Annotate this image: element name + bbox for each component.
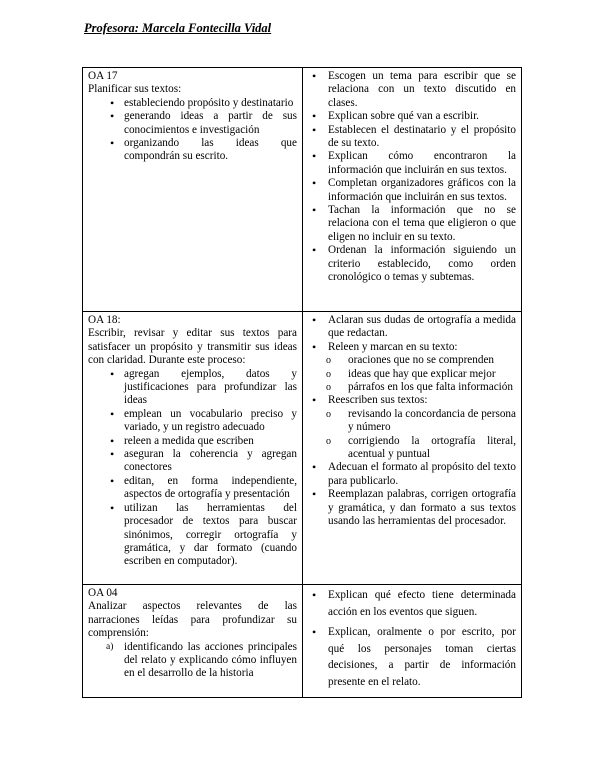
sub-list-item: o párrafos en los que falta información	[308, 381, 516, 394]
list-item: • utilizan las herramientas del procesador de textos para buscar sinónimos, corregir ortografía y gramática, y dar formato (cuando escriben en computador).	[88, 502, 297, 569]
list-item: • Aclaran sus dudas de ortografía a medida que redactan.	[308, 314, 516, 341]
list-item: • Explican, oralmente o por escrito, por qué los personajes toman ciertas decisiones, a partir de información presente en el relato.	[308, 624, 516, 690]
table-row	[83, 312, 522, 585]
teacher-header: Profesora: Marcela Fontecilla Vidal	[84, 21, 272, 35]
list-item: • emplean un vocabulario preciso y variado, y un registro adecuado	[88, 408, 297, 435]
list-item: • Ordenan la información siguiendo un criterio establecido, como orden cronológico o temas y subtemas.	[308, 244, 516, 284]
objective-cell	[83, 68, 303, 312]
list-item: • Reemplazan palabras, corrigen ortografía y gramática, y dan formato a sus textos usando las herramientas del procesador.	[308, 488, 516, 528]
list-item: • Tachan la información que no se relaciona con el tema que eligieron o que eligen no incluir en su texto.	[308, 204, 516, 244]
list-item: • aseguran la coherencia y agregan conectores	[88, 448, 297, 475]
sub-list	[308, 408, 516, 462]
list-item	[308, 394, 516, 461]
sub-list-item: o revisando la concordancia de persona y número	[308, 408, 516, 435]
sub-list	[308, 354, 516, 394]
objective-intro: Planificar sus textos:	[88, 83, 182, 96]
list-item: • organizando las ideas que compondrán su escrito.	[88, 137, 297, 164]
objective-cell	[83, 585, 303, 698]
sub-list-item: o corrigiendo la ortografía literal, acentual y puntual	[308, 435, 516, 462]
list-item-text: identificando las acciones principales del relato y explicando cómo influyen en el desarrollo de la historia	[124, 640, 297, 680]
list-item-text: Releen y marcan en su texto:	[328, 340, 458, 353]
objectives-table	[82, 67, 522, 698]
objective-list	[88, 97, 297, 164]
list-item: • Establecen el destinatario y el propósito de su texto.	[308, 124, 516, 151]
list-item: • generando ideas a partir de sus conocimientos e investigación	[88, 110, 297, 137]
list-item-text: Reescriben sus textos:	[328, 394, 428, 407]
indicators-cell	[303, 68, 522, 312]
objective-intro: Analizar aspectos relevantes de las narraciones leídas para profundizar su comprensión:	[88, 600, 297, 640]
list-item: • Adecuan el formato al propósito del texto para publicarlo.	[308, 461, 516, 488]
list-marker: a)	[106, 641, 114, 652]
objective-list	[88, 368, 297, 569]
list-item	[88, 641, 297, 681]
table-row	[83, 68, 522, 312]
list-item: • Explican sobre qué van a escribir.	[308, 110, 516, 123]
list-item: • Explican cómo encontraron la información que incluirán en sus textos.	[308, 150, 516, 177]
objective-code: OA 04	[88, 587, 118, 599]
indicator-list	[308, 70, 516, 285]
sub-list-item: o oraciones que no se comprenden	[308, 354, 516, 367]
objective-code: OA 17	[88, 70, 118, 82]
list-item: • releen a medida que escriben	[88, 435, 297, 448]
list-item: • editan, en forma independiente, aspectos de ortografía y presentación	[88, 475, 297, 502]
list-item: • Completan organizadores gráficos con la información que incluirán en sus textos.	[308, 177, 516, 204]
list-item: • agregan ejemplos, datos y justificaciones para profundizar las ideas	[88, 368, 297, 408]
table-row	[83, 585, 522, 698]
objective-cell	[83, 312, 303, 585]
list-item: • Explican qué efecto tiene determinada acción en los eventos que siguen.	[308, 587, 516, 620]
indicators-cell	[303, 312, 522, 585]
objective-list	[88, 641, 297, 681]
indicators-cell	[303, 585, 522, 698]
list-item: • Escogen un tema para escribir que se relaciona con un texto discutido en clases.	[308, 70, 516, 110]
objective-code: OA 18:	[88, 314, 121, 326]
list-item	[308, 341, 516, 395]
objective-intro: Escribir, revisar y editar sus textos para satisfacer un propósito y transmitir sus ideas con claridad. Durante este proceso:	[88, 327, 297, 367]
indicator-list	[308, 587, 516, 690]
sub-list-item: o ideas que hay que explicar mejor	[308, 368, 516, 381]
list-item: • estableciendo propósito y destinatario	[88, 97, 297, 110]
indicator-list	[308, 314, 516, 529]
